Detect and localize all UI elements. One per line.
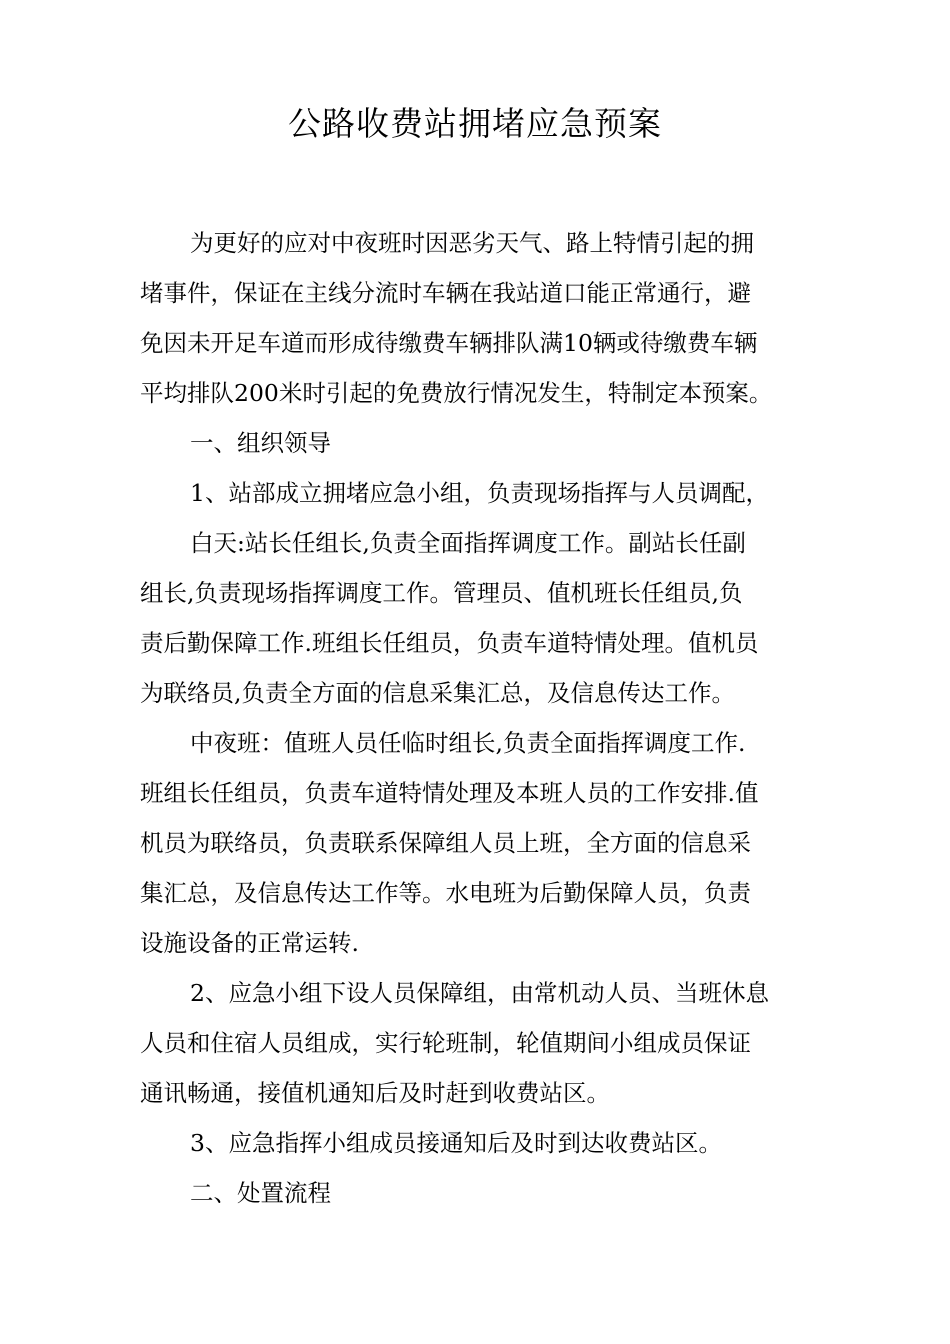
text-line: 平均排队200米时引起的免费放行情况发生，特制定本预案。 xyxy=(140,379,773,407)
text-line: 中夜班：值班人员任临时组长,负责全面指挥调度工作. xyxy=(190,729,746,757)
text-line: 1、站部成立拥堵应急小组，负责现场指挥与人员调配， xyxy=(190,479,769,507)
text-line: 设施设备的正常运转. xyxy=(140,929,359,957)
document-body xyxy=(140,218,818,1218)
text-line: 机员为联络员，负责联系保障组人员上班，全方面的信息采 xyxy=(140,829,751,857)
text-line: 二、处置流程 xyxy=(190,1179,331,1207)
text-line: 3、应急指挥小组成员接通知后及时到达收费站区。 xyxy=(190,1129,722,1157)
text-line: 堵事件，保证在主线分流时车辆在我站道口能正常通行，避 xyxy=(140,279,751,307)
text-line: 集汇总，及信息传达工作等。水电班为后勤保障人员，负责 xyxy=(140,879,751,907)
text-line: 为联络员,负责全方面的信息采集汇总，及信息传达工作。 xyxy=(140,679,735,707)
text-line: 人员和住宿人员组成，实行轮班制，轮值期间小组成员保证 xyxy=(140,1029,751,1057)
text-line: 一、组织领导 xyxy=(190,429,331,457)
document-title: 公路收费站拥堵应急预案 xyxy=(288,104,662,143)
text-line: 为更好的应对中夜班时因恶劣天气、路上特情引起的拥 xyxy=(190,229,754,257)
text-line: 免因未开足车道而形成待缴费车辆排队满10辆或待缴费车辆 xyxy=(140,329,758,357)
text-line: 班组长任组员，负责车道特情处理及本班人员的工作安排.值 xyxy=(140,779,759,807)
text-line: 白天:站长任组长,负责全面指挥调度工作。副站长任副 xyxy=(190,529,746,557)
text-line: 责后勤保障工作.班组长任组员，负责车道特情处理。值机员 xyxy=(140,629,759,657)
text-line: 通讯畅通，接值机通知后及时赶到收费站区。 xyxy=(140,1079,610,1107)
text-line: 组长,负责现场指挥调度工作。管理员、值机班长任组员,负 xyxy=(140,579,743,607)
text-line: 2、应急小组下设人员保障组，由常机动人员、当班休息 xyxy=(190,979,769,1007)
